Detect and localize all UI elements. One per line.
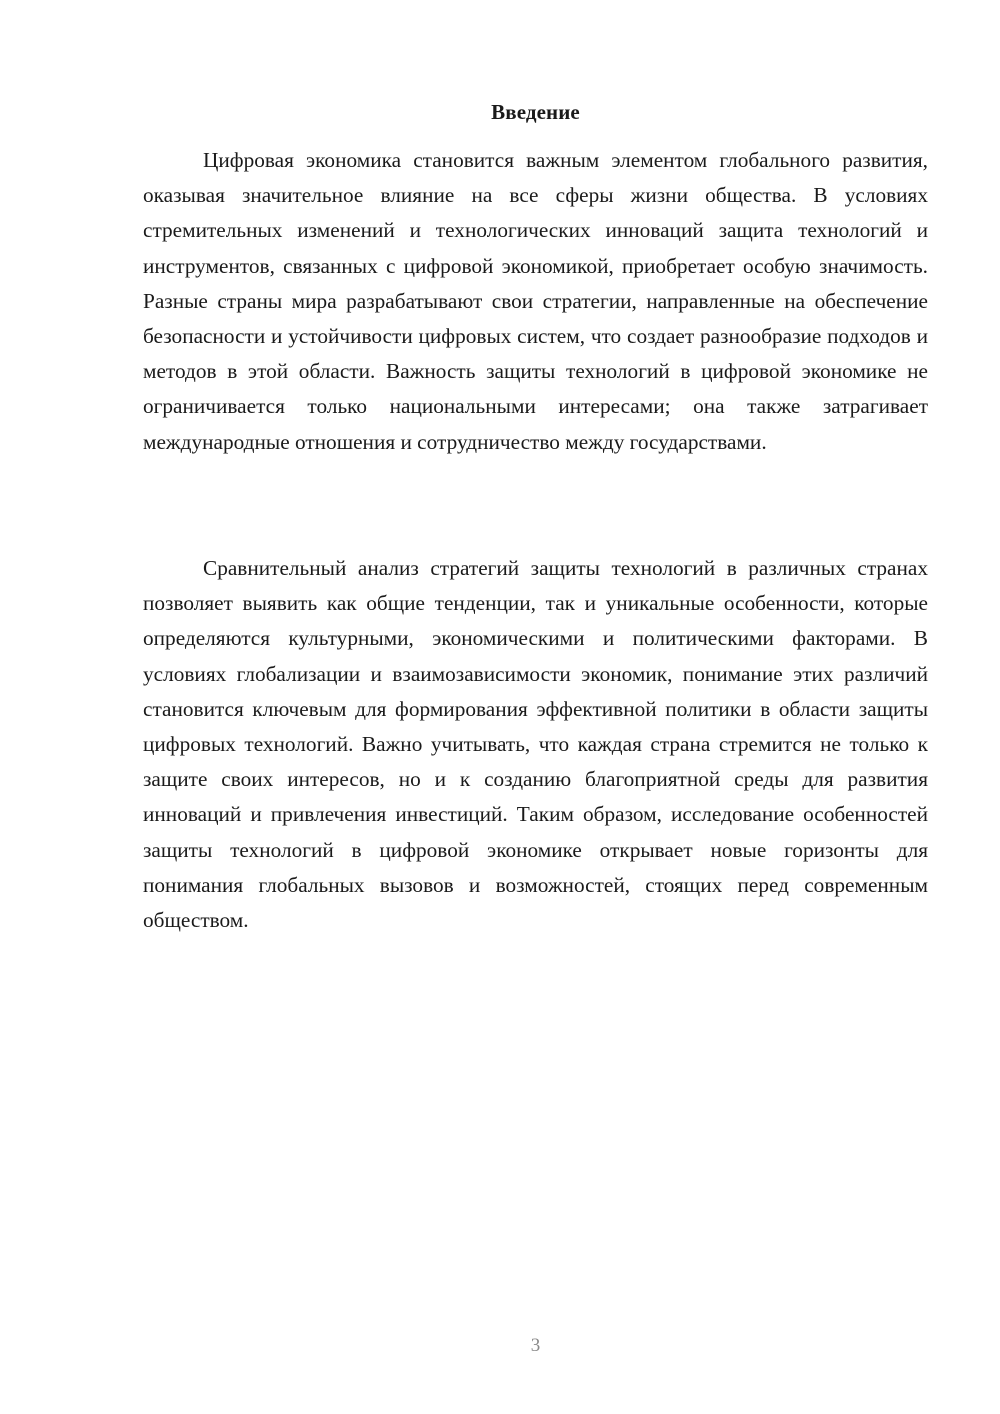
section-heading: Введение — [491, 100, 580, 124]
body-paragraph-2: Сравнительный анализ стратегий защиты технологий в различных странах позволяет выявить как общие тенденции, так и уникальные особенности, которые определяются культурными, экономическими и политическими факторами. В условиях глобализации и взаимозависимости экономик, понимание этих различий становится ключевым для формирования эффективной политики в области защиты цифровых технологий. Важно учитывать, что каждая страна стремится не только к защите своих интересов, но и к созданию благоприятной среды для развития инноваций и привлечения инвестиций. Таким образом, исследование особенностей защиты технологий в цифровой экономике открывает новые горизонты для понимания глобальных вызовов и возможностей, стоящих перед современным обществом. — [143, 556, 928, 933]
document-page — [143, 0, 928, 1414]
body-paragraph-1: Цифровая экономика становится важным элементом глобального развития, оказывая значительное влияние на все сферы жизни общества. В условиях стремительных изменений и технологических инноваций защита технологий и инструментов, связанных с цифровой экономикой, приобретает особую значимость. Разные страны мира разрабатывают свои стратегии, направленные на обеспечение безопасности и устойчивости цифровых систем, что создает разнообразие подходов и методов в этой области. Важность защиты технологий в цифровой экономике не ограничивается только национальными интересами; она также затрагивает международные отношения и сотрудничество между государствами. — [143, 148, 928, 454]
page-number: 3 — [530, 1335, 541, 1356]
